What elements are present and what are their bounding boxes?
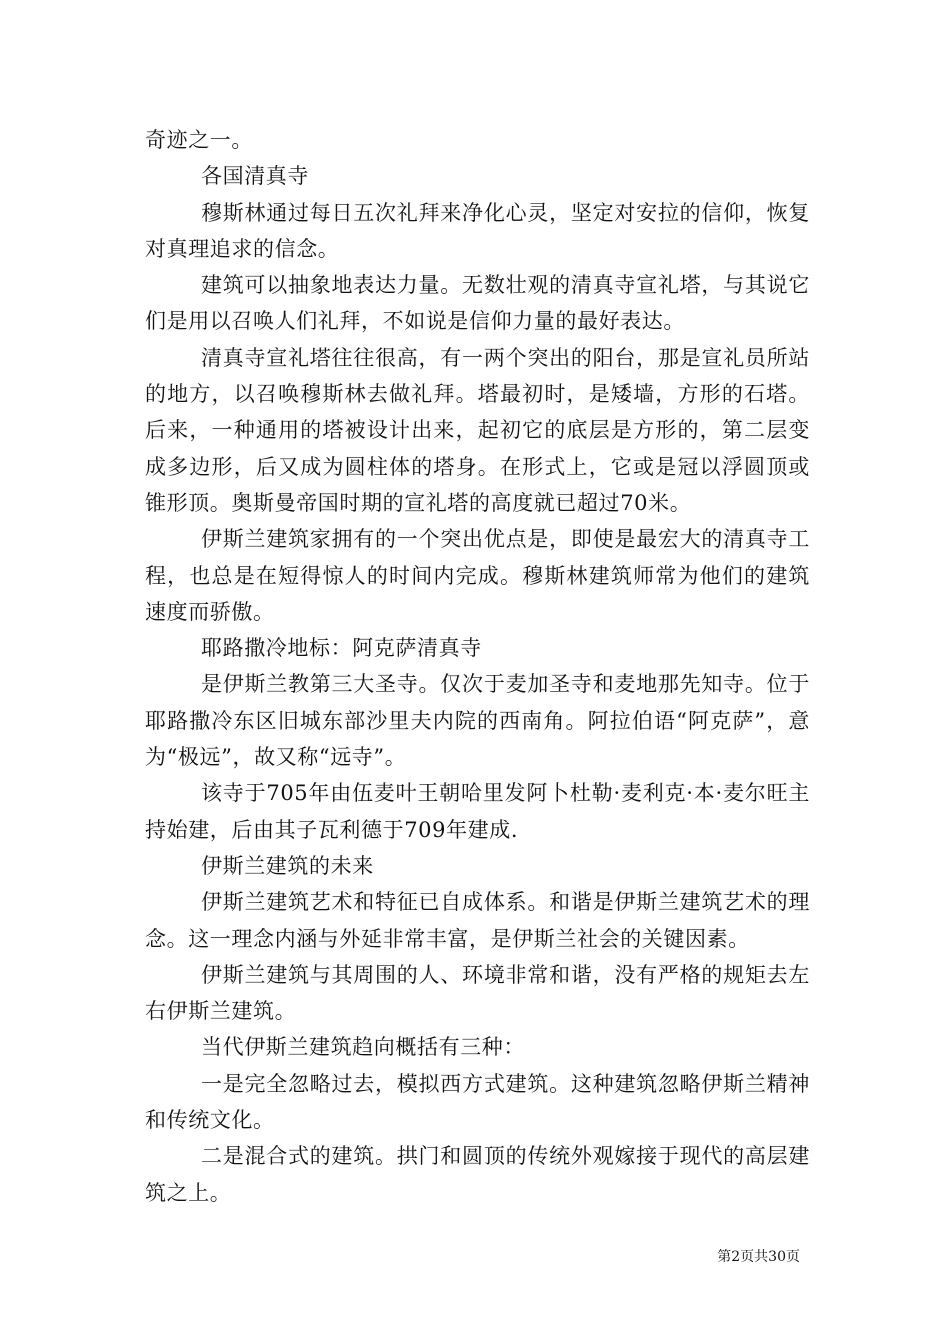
paragraph: 伊斯兰建筑艺术和特征已自成体系。和谐是伊斯兰建筑艺术的理念。这一理念内涵与外延非常丰富，是伊斯兰社会的关键因素。 [145, 890, 810, 951]
page-number: 第2页共30页 [717, 1249, 800, 1265]
paragraph: 当代伊斯兰建筑趋向概括有三种： [201, 1035, 525, 1060]
paragraph-continuation: 奇迹之一。 [145, 128, 253, 152]
paragraph: 一是完全忽略过去，模拟西方式建筑。这种建筑忽略伊斯兰精神和传统文化。 [145, 1071, 810, 1133]
paragraph: 清真寺宣礼塔往往很高，有一两个突出的阳台，那是宣礼员所站的地方，以召唤穆斯林去做礼拜。塔最初时，是矮墙，方形的石塔。后来，一种通用的塔被设计出来，起初它的底层是方形的，第二层变成多边形，后又成为圆柱体的塔身。在形式上，它或是冠以浮圆顶或锥形顶。奥斯曼帝国时期的宣礼塔的高度就已超过70米。 [145, 345, 810, 515]
paragraph: 伊斯兰建筑家拥有的一个突出优点是，即使是最宏大的清真寺工程，也总是在短得惊人的时间内完成。穆斯林建筑师常为他们的建筑速度而骄傲。 [145, 527, 810, 624]
paragraph: 二是混合式的建筑。拱门和圆顶的传统外观嫁接于现代的高层建筑之上。 [145, 1144, 810, 1205]
section-heading: 伊斯兰建筑的未来 [201, 853, 374, 878]
paragraph: 建筑可以抽象地表达力量。无数壮观的清真寺宣礼塔，与其说它们是用以召唤人们礼拜，不如说是信仰力量的最好表达。 [145, 273, 810, 334]
paragraph: 伊斯兰建筑与其周围的人、环境非常和谐，没有严格的规矩去左右伊斯兰建筑。 [145, 962, 810, 1024]
section-heading: 各国清真寺 [201, 164, 309, 189]
section-heading: 耶路撒冷地标：阿克萨清真寺 [201, 636, 482, 661]
body-text [145, 122, 810, 1211]
paragraph: 该寺于705年由伍麦叶王朝哈里发阿卜杜勒·麦利克·本·麦尔旺主持始建，后由其子瓦利德于709年建成. [145, 781, 810, 842]
paragraph: 穆斯林通过每日五次礼拜来净化心灵，坚定对安拉的信仰，恢复对真理追求的信念。 [145, 200, 810, 261]
paragraph: 是伊斯兰教第三大圣寺。仅次于麦加圣寺和麦地那先知寺。位于耶路撒冷东区旧城东部沙里夫内院的西南角。阿拉伯语“阿克萨”，意为“极远”，故又称“远寺”。 [145, 672, 810, 770]
